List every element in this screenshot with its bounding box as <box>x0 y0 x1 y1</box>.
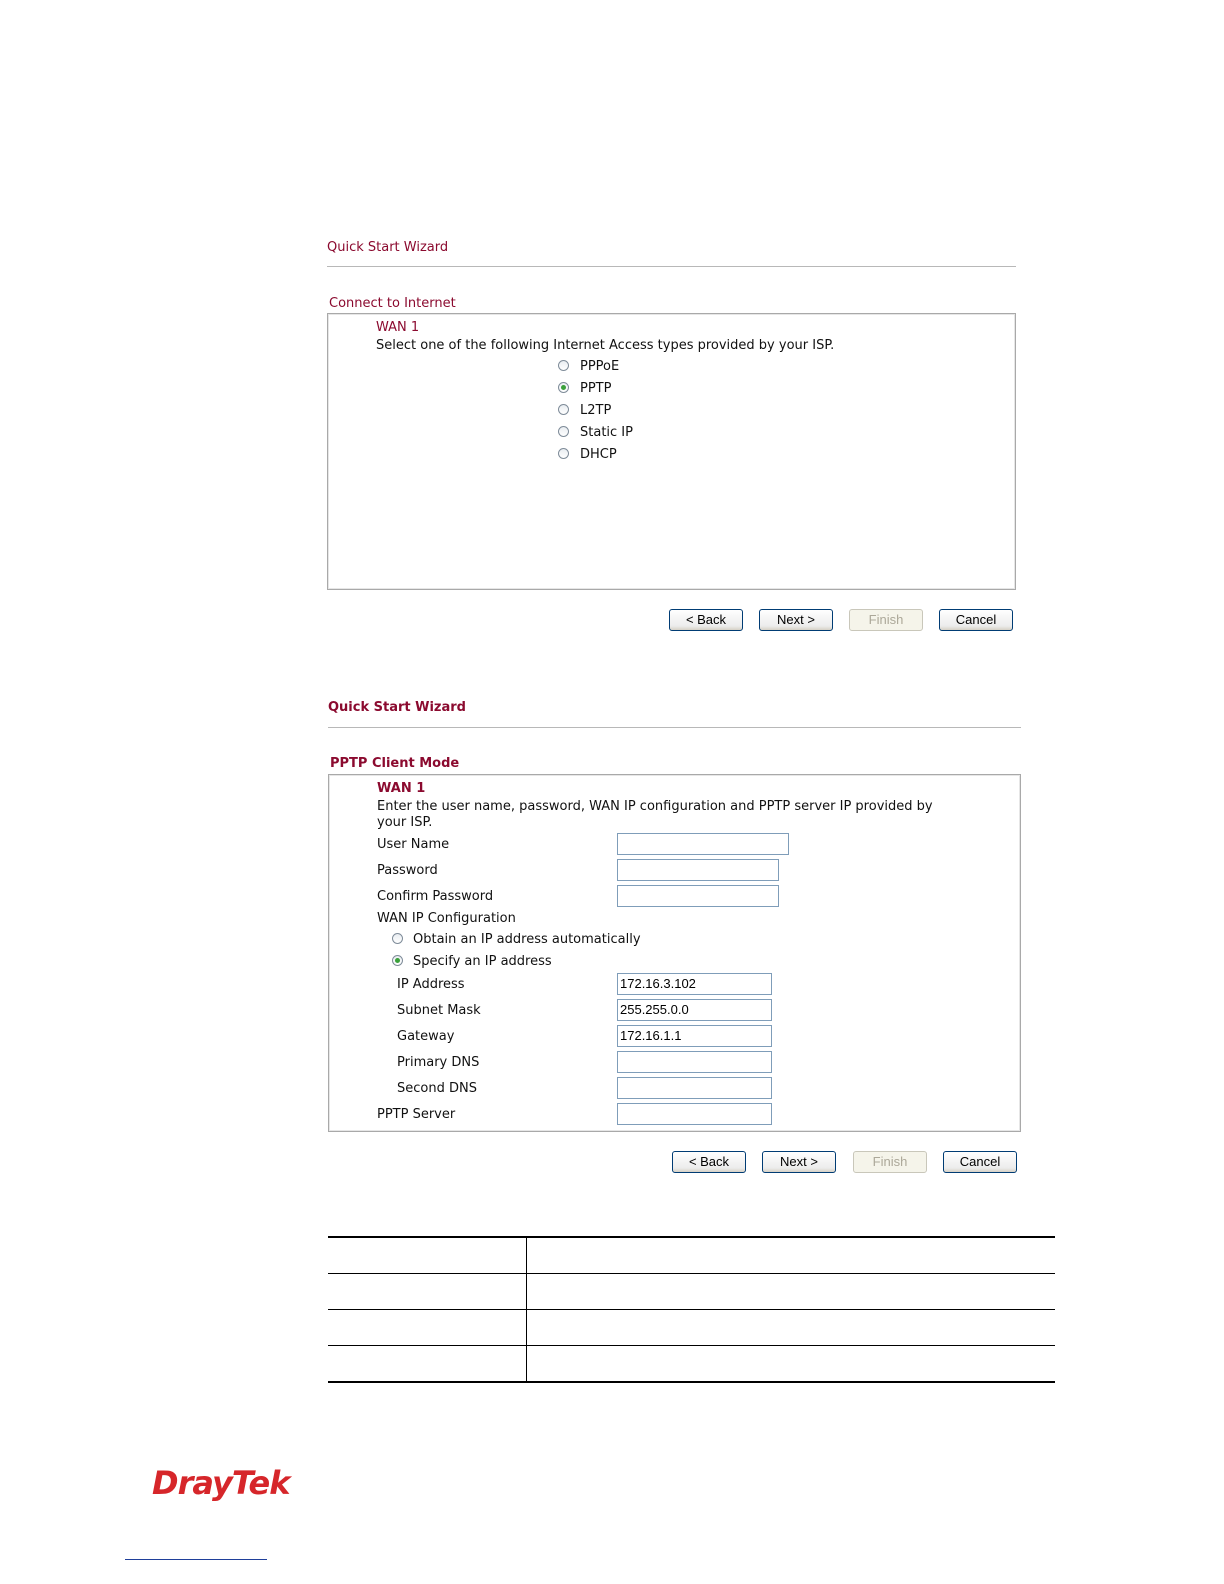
finish-button: Finish <box>853 1151 927 1173</box>
table-row-divider <box>328 1345 1055 1346</box>
option-label: PPPoE <box>580 359 620 374</box>
option-label: Static IP <box>580 425 633 440</box>
radio-dhcp[interactable] <box>558 448 569 459</box>
second-dns-input[interactable] <box>617 1077 772 1099</box>
table-top-rule <box>328 1236 1055 1238</box>
confirm-password-input[interactable] <box>617 885 779 907</box>
radio-static-ip[interactable] <box>558 426 569 437</box>
wizard1-panel <box>327 313 1016 590</box>
instruction-line1: Enter the user name, password, WAN IP configuration and PPTP server IP provided by <box>377 799 933 814</box>
back-button[interactable]: < Back <box>672 1151 746 1173</box>
wizard1-section-title: Connect to Internet <box>329 296 456 311</box>
ip-address-label: IP Address <box>397 977 465 992</box>
gateway-label: Gateway <box>397 1029 455 1044</box>
user-name-input[interactable] <box>617 833 789 855</box>
wan-label: WAN 1 <box>377 781 426 796</box>
draytek-logo: DrayTek <box>152 1464 290 1502</box>
wizard2-title: Quick Start Wizard <box>328 700 466 715</box>
subnet-mask-input[interactable]: 255.255.0.0 <box>617 999 772 1021</box>
finish-button: Finish <box>849 609 923 631</box>
primary-dns-input[interactable] <box>617 1051 772 1073</box>
primary-dns-label: Primary DNS <box>397 1055 480 1070</box>
next-button[interactable]: Next > <box>762 1151 836 1173</box>
next-button[interactable]: Next > <box>759 609 833 631</box>
radio-l2tp[interactable] <box>558 404 569 415</box>
option-label: PPTP <box>580 381 612 396</box>
footer-line <box>125 1559 267 1560</box>
option-label: L2TP <box>580 403 612 418</box>
back-button[interactable]: < Back <box>669 609 743 631</box>
password-input[interactable] <box>617 859 779 881</box>
wizard2-section-title: PPTP Client Mode <box>330 756 460 771</box>
second-dns-label: Second DNS <box>397 1081 477 1096</box>
radio-specify-ip-selected[interactable] <box>392 955 403 966</box>
table-row-divider <box>328 1309 1055 1310</box>
option-label: Obtain an IP address automatically <box>413 932 641 947</box>
option-label: DHCP <box>580 447 617 462</box>
wizard2-panel <box>328 774 1021 1132</box>
wizard1-divider <box>327 266 1016 267</box>
user-name-label: User Name <box>377 837 450 852</box>
confirm-password-label: Confirm Password <box>377 889 494 904</box>
table-column-divider <box>526 1236 527 1383</box>
gateway-input[interactable]: 172.16.1.1 <box>617 1025 772 1047</box>
wan-ip-config-label: WAN IP Configuration <box>377 911 516 926</box>
radio-pppoe[interactable] <box>558 360 569 371</box>
ip-address-input[interactable]: 172.16.3.102 <box>617 973 772 995</box>
cancel-button[interactable]: Cancel <box>943 1151 1017 1173</box>
table-row-divider <box>328 1273 1055 1274</box>
wizard1-title: Quick Start Wizard <box>327 240 449 255</box>
wizard2-divider <box>328 727 1021 728</box>
pptp-server-label: PPTP Server <box>377 1107 456 1122</box>
table-bottom-rule <box>328 1381 1055 1383</box>
password-label: Password <box>377 863 438 878</box>
radio-pptp-selected[interactable] <box>558 382 569 393</box>
radio-obtain-auto[interactable] <box>392 933 403 944</box>
pptp-server-input[interactable] <box>617 1103 772 1125</box>
instruction-text: Select one of the following Internet Access types provided by your ISP. <box>376 338 835 353</box>
instruction-line2: your ISP. <box>377 815 433 830</box>
wan-label: WAN 1 <box>376 320 420 335</box>
subnet-mask-label: Subnet Mask <box>397 1003 481 1018</box>
option-label: Specify an IP address <box>413 954 552 969</box>
cancel-button[interactable]: Cancel <box>939 609 1013 631</box>
parameter-table <box>328 1236 1055 1383</box>
